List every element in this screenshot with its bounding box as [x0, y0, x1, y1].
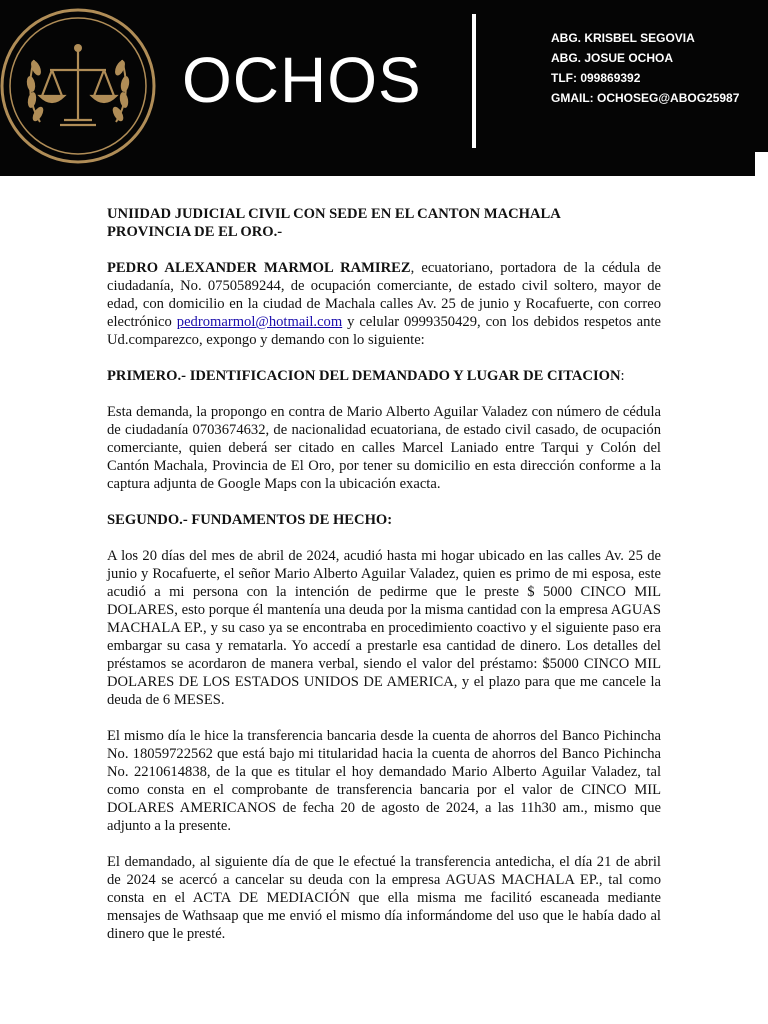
header-divider	[472, 14, 476, 148]
section-1-colon: :	[620, 368, 625, 384]
intro-paragraph	[107, 259, 661, 349]
contact-phone: TLF: 099869392	[551, 71, 641, 85]
section-2-paragraph: A los 20 días del mes de abril de 2024, acudió hasta mi hogar ubicado en las calles Av. 25 de junio y Rocafuerte, el señor Mario Alberto Aguilar Valadez, quien es primo de mi esposa, este acudió a mi persona con la intención de pedirme que le preste $ 5000 CINCO MIL DOLARES, esto porque él mantenía una deuda por la misma cantidad con la empresa AGUAS MACHALA EP., y su caso ya se encontraba en procedimiento coactivo y el siguiente paso era embargar su casa y rematarla. Yo accedí a prestarle esa cantidad de dinero. Los detalles del préstamos se acordaron de manera verbal, siendo el valor del préstamo: $5000 CINCO MIL DOLARES DE LOS ESTADOS UNIDOS DE AMERICA, y el plazo para que me cancele la deuda de 6 MESES.	[107, 548, 662, 708]
intro-text-b: y celular 0999350429, con los debidos respetos ante Ud.comparezco, expongo y demando con lo siguiente:	[107, 314, 661, 348]
court-heading	[107, 205, 661, 241]
section-1-body: Esta demanda, la propongo en contra de Mario Alberto Aguilar Valadez con número de cédula de ciudadanía 0703674632, de nacionalidad ecuatoriana, de estado civil casado, de ocupación comerciante, quien deberá ser citado en calles Marcel Laniado entre Tarqui y Colón del Cantón Machala, Provincia de El Oro, por tener su domicilio en esta dirección conforme a la captura adjunta de Google Maps con la ubicación exacta.	[107, 404, 661, 492]
section-2-paragraph: El demandado, al siguiente día de que le efectué la transferencia antedicha, el día 21 de abril de 2024 se acercó a cancelar su deuda con la empresa AGUAS MACHALA EP., tal como consta en el ACTA DE MEDIACIÓN que ella misma me facilitó escaneada mediante mensajes de Wathsaap que me envió el mismo día informándome del uso que le había dado al dinero que le presté.	[107, 854, 661, 942]
court-line-2: PROVINCIA DE EL ORO.-	[107, 224, 283, 240]
plaintiff-email-link[interactable]: pedromarmol@hotmail.com	[176, 314, 343, 330]
scales-of-justice-emblem-icon	[0, 4, 156, 168]
document-body	[107, 205, 661, 961]
contact-lawyer-2: ABG. JOSUE OCHOA	[551, 51, 674, 65]
contact-block	[551, 28, 739, 108]
section-2-paragraph: El mismo día le hice la transferencia bancaria desde la cuenta de ahorros del Banco Pichincha No. 18059722562 que está bajo mi titularidad hacia la cuenta de ahorros del Banco Pichincha No. 2210614838, de la que es titular el hoy demandado Mario Alberto Aguilar Valadez, tal como consta en el comprobante de transferencia bancaria por el valor de CINCO MIL DOLARES AMERICANOS de fecha 20 de agosto de 2024, a las 11h30 am., mismo que adjunto a la presente.	[107, 728, 661, 834]
section-1-heading	[107, 367, 661, 385]
section-2-heading: SEGUNDO.- FUNDAMENTOS DE HECHO:	[107, 512, 393, 528]
section-1-title: PRIMERO.- IDENTIFICACION DEL DEMANDADO Y LUGAR DE CITACION	[107, 368, 621, 384]
intro-text-a: , ecuatoriano, portadora de la cédula de ciudadanía, No. 0750589244, de ocupación comerciante, de estado civil soltero, mayor de edad, con domicilio en la ciudad de Machala calles Av. 25 de junio y Rocafuerte, con correo electrónico	[107, 260, 661, 330]
contact-lawyer-1: ABG. KRISBEL SEGOVIA	[551, 31, 695, 45]
letterhead-banner-edge	[740, 0, 768, 152]
letterhead-banner	[0, 0, 755, 176]
plaintiff-name: PEDRO ALEXANDER MARMOL RAMIREZ	[107, 260, 411, 276]
court-line-1: UNIIDAD JUDICIAL CIVIL CON SEDE EN EL CANTON MACHALA	[107, 206, 561, 222]
brand-title: OCHOS	[182, 44, 422, 116]
contact-email: GMAIL: OCHOSEG@ABOG25987	[551, 91, 740, 105]
